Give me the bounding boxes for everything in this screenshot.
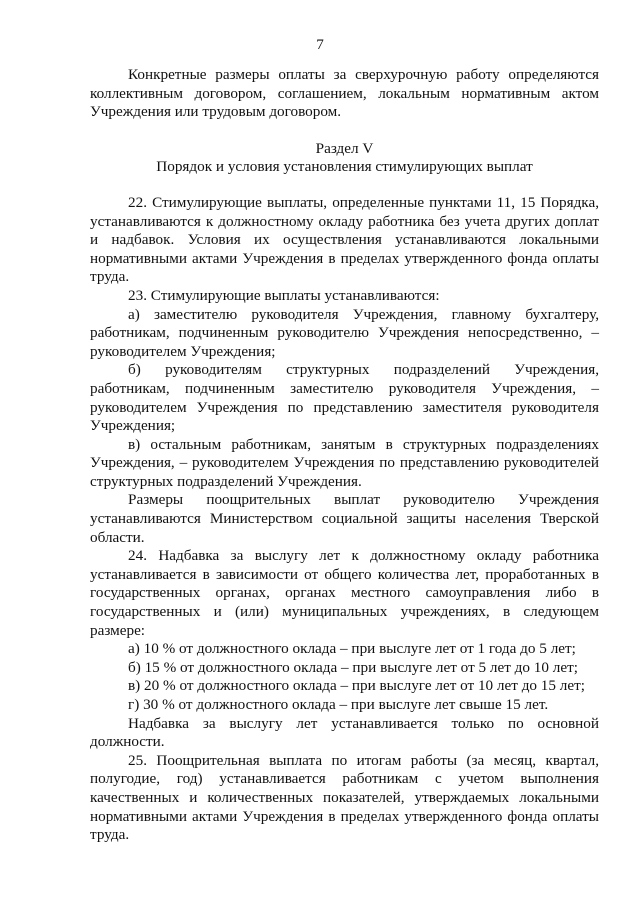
section-title: Порядок и условия установления стимулирующих выплат — [156, 158, 533, 176]
page-number: 7 — [316, 36, 324, 53]
paragraph-23-c: в) остальным работникам, занятым в структурных подразделениях Учреждения, – руководителем Учреждения по представлению руководителей структурных подразделений Учреждения. — [90, 435, 599, 490]
paragraph-23: 23. Стимулирующие выплаты устанавливаются: — [128, 286, 440, 304]
paragraph-24-d: г) 30 % от должностного оклада – при выслуге лет свыше 15 лет. — [128, 696, 549, 713]
section-number: Раздел V — [315, 139, 374, 157]
document-body — [90, 66, 599, 845]
paragraph-22: 22. Стимулирующие выплаты, определенные пунктами 11, 15 Порядка, устанавливаются к должностному окладу работника без учета других доплат и надбавок. Условия их осуществления устанавливаются локальными нормативными актами Учреждения в пределах утвержденного фонда оплаты труда. — [90, 193, 599, 286]
paragraph-25: 25. Поощрительная выплата по итогам работы (за месяц, квартал, полугодие, год) устанавливается работникам с учетом выполнения качественных и количественных показателей, утверждаемых локальными нормативными актами Учреждения в пределах утвержденного фонда оплаты труда. — [90, 751, 599, 844]
paragraph-23-a: а) заместителю руководителя Учреждения, главному бухгалтеру, работникам, подчиненным руководителю Учреждения непосредственно, – руководителем Учреждения; — [90, 305, 599, 360]
paragraph-24-b: б) 15 % от должностного оклада – при выслуге лет от 5 лет до 10 лет; — [128, 658, 578, 676]
paragraph-24-e: Надбавка за выслугу лет устанавливается только по основной должности. — [90, 714, 599, 751]
paragraph-24-c: в) 20 % от должностного оклада – при выслуге лет от 10 лет до 15 лет; — [128, 677, 585, 695]
paragraph-23-b: б) руководителям структурных подразделений Учреждения, работникам, подчиненным заместителю руководителя Учреждения, – руководителем Учреждения по представлению заместителя руководителя Учреждения; — [90, 361, 599, 435]
paragraph-24-a: а) 10 % от должностного оклада – при выслуге лет от 1 года до 5 лет; — [128, 640, 576, 658]
intro-paragraph: Конкретные размеры оплаты за сверхурочную работу определяются коллективным договором, соглашением, локальным нормативным актом Учреждения или трудовым договором. — [90, 66, 599, 121]
paragraph-23-d: Размеры поощрительных выплат руководителю Учреждения устанавливаются Министерством социальной защиты населения Тверской области. — [90, 491, 599, 546]
paragraph-24: 24. Надбавка за выслугу лет к должностному окладу работника устанавливается в зависимости от общего количества лет, проработанных в государственных органах, органах местного самоуправления либо в государственных и (или) муниципальных учреждениях, в следующем размере: — [90, 547, 599, 639]
